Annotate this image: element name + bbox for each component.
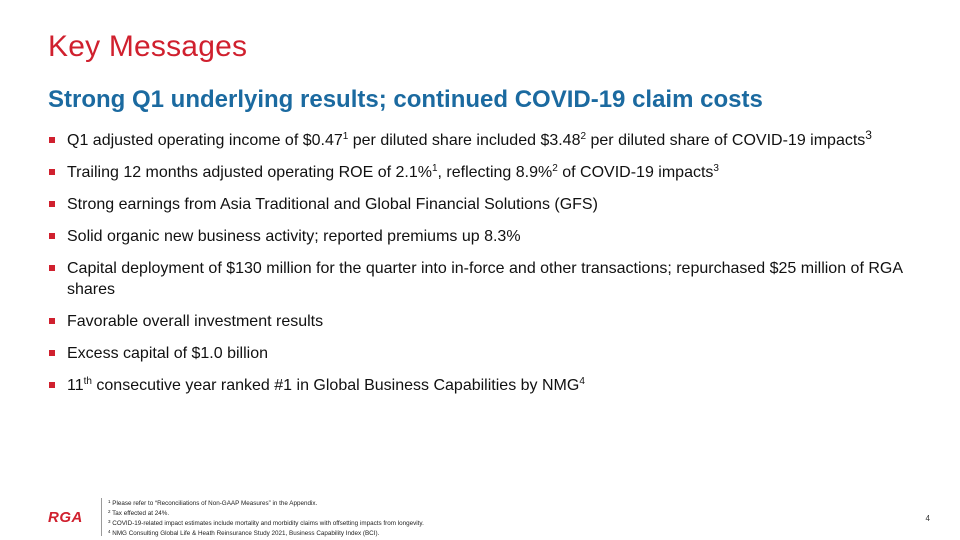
bullet-square-icon xyxy=(49,318,55,324)
bullet-item-nmg-ranking: 11th consecutive year ranked #1 in Global Business Capabilities by NMG$^4$ xyxy=(48,375,938,396)
bullet-item-excess-capital: Excess capital of $1.0 billion xyxy=(48,343,938,364)
bullet-square-icon xyxy=(49,350,55,356)
bullet-square-icon xyxy=(49,201,55,207)
key-messages-list xyxy=(48,130,938,407)
bullet-item-new-business: Solid organic new business activity; reported premiums up 8.3% xyxy=(48,226,938,247)
page-number: 4 xyxy=(925,514,930,523)
bullet-square-icon xyxy=(49,265,55,271)
page-title: Key Messages xyxy=(48,30,248,63)
footnote-1: $^1$ Please refer to “Reconciliations of Non-GAAP Measures” in the Appendix. xyxy=(108,499,318,507)
footnote-4: $^4$ NMG Consulting Global Life & Heath Reinsurance Study 2021, Business Capability Index (BCI). xyxy=(108,529,380,537)
bullet-square-icon xyxy=(49,382,55,388)
footnote-2: $^2$ Tax effected at 24%. xyxy=(108,509,170,517)
footnotes xyxy=(108,499,424,539)
page-subtitle: Strong Q1 underlying results; continued COVID-19 claim costs xyxy=(48,86,763,113)
bullet-item-adjusted-operating-income: Q1 adjusted operating income of $0.47$^1$ per diluted share included $3.48$^2$ per diluted share of COVID-19 impacts$^3$ xyxy=(48,130,938,151)
rga-logo: RGA xyxy=(48,509,83,526)
bullet-item-strong-earnings: Strong earnings from Asia Traditional and Global Financial Solutions (GFS) xyxy=(48,194,938,215)
bullet-square-icon xyxy=(49,137,55,143)
bullet-item-investment-results: Favorable overall investment results xyxy=(48,311,938,332)
bullet-square-icon xyxy=(49,233,55,239)
bullet-item-capital-deployment: Capital deployment of $130 million for the quarter into in-force and other transactions; repurchased $25 million of RGA shares xyxy=(48,258,938,300)
bullet-square-icon xyxy=(49,169,55,175)
bullet-item-roe: Trailing 12 months adjusted operating ROE of 2.1%$^1$, reflecting 8.9%$^2$ of COVID-19 impacts$^3$ xyxy=(48,162,938,183)
footer-divider xyxy=(101,498,102,536)
footnote-3: $^3$ COVID-19-related impact estimates include mortality and morbidity claims with offsetting impacts from longevity. xyxy=(108,519,424,527)
